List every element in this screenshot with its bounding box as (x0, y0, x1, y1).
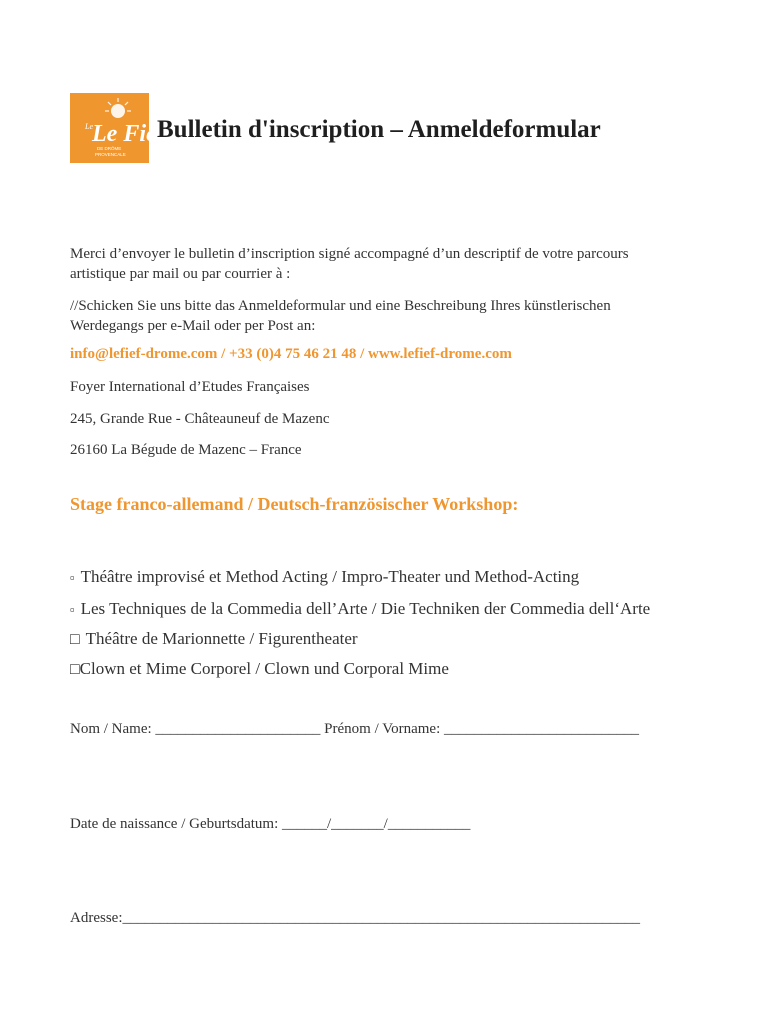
workshop-section-title: Stage franco-allemand / Deutsch-französischer Workshop: (70, 494, 519, 514)
address-line-3: 26160 La Bégude de Mazenc – France (70, 442, 302, 458)
intro-french-line-1: Merci d’envoyer le bulletin d’inscription signé accompagné d’un descriptif de votre parcours (70, 246, 629, 262)
intro-german-line-1: //Schicken Sie uns bitte das Anmeldeformular und eine Beschreibung Ihres künstlerischen (70, 298, 611, 314)
option-marionnette[interactable] (70, 629, 358, 649)
address-field[interactable]: Adresse:_____________________________________________________________________ (70, 910, 640, 926)
intro-french-line-2: artistique par mail ou par courrier à : (70, 266, 291, 282)
option-label: Théâtre improvisé et Method Acting / Impro-Theater und Method-Acting (80, 567, 580, 586)
address-line-2: 245, Grande Rue - Châteauneuf de Mazenc (70, 411, 330, 427)
intro-german-line-2: Werdegangs per e-Mail oder per Post an: (70, 318, 316, 334)
intro-french (70, 244, 710, 284)
sun-logo-icon (70, 93, 165, 163)
name-field[interactable]: Nom / Name: ______________________ Prénom / Vorname: __________________________ (70, 721, 640, 737)
option-label: Les Techniques de la Commedia dell’Arte / Die Techniken der Commedia dell‘Arte (80, 599, 651, 618)
option-label: Théâtre de Marionnette / Figurentheater (85, 629, 358, 648)
logo-sub1: DE DRÔME (97, 146, 122, 151)
checkbox-icon[interactable]: □ (70, 631, 80, 648)
page-title: Bulletin d'inscription – Anmeldeformular (157, 116, 601, 143)
option-impro-theater[interactable] (70, 567, 579, 587)
svg-text:Le: Le (85, 122, 93, 131)
option-label: Clown et Mime Corporel / Clown und Corporal Mime (79, 659, 449, 678)
contact-line[interactable]: info@lefief-drome.com / +33 (0)4 75 46 21 48 / www.lefief-drome.com (70, 346, 512, 362)
birthdate-field[interactable]: Date de naissance / Geburtsdatum: ______/_______/___________ (70, 816, 471, 832)
intro-german (70, 296, 710, 336)
le-fief-logo (70, 93, 165, 163)
logo-sub2: PROVENCALE (95, 152, 126, 157)
checkbox-icon[interactable]: ▫ (70, 570, 75, 585)
address-line-1: Foyer International d’Etudes Françaises (70, 379, 310, 395)
logo-brand: Le Fief (92, 121, 165, 147)
option-clown-mime[interactable] (70, 659, 449, 679)
option-commedia[interactable] (70, 599, 650, 619)
checkbox-icon[interactable]: □ (70, 661, 80, 678)
checkbox-icon[interactable]: ▫ (70, 602, 75, 617)
